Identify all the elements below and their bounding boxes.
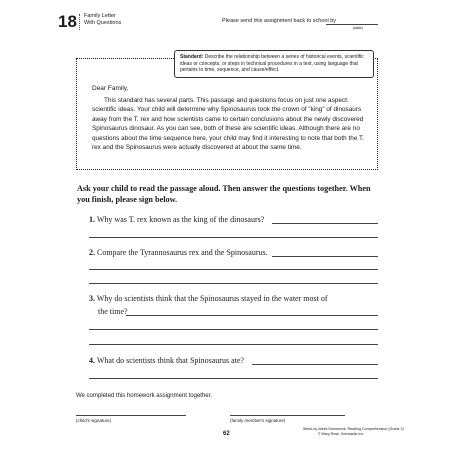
letter-greeting: Dear Family, bbox=[92, 85, 129, 92]
answer-line[interactable] bbox=[272, 256, 378, 257]
date-label: (date) bbox=[353, 26, 363, 30]
question-number: 2. bbox=[89, 248, 95, 257]
question-3 bbox=[89, 294, 328, 304]
child-signature-label: (child's signature) bbox=[76, 418, 112, 423]
page-number: 62 bbox=[223, 431, 230, 437]
lesson-title-line2: With Questions bbox=[84, 20, 122, 26]
question-1 bbox=[89, 215, 264, 225]
question-text: Compare the Tyrannosaurus rex and the Spinosaurus. bbox=[97, 248, 268, 257]
answer-line[interactable] bbox=[89, 378, 378, 379]
question-2 bbox=[89, 248, 268, 258]
question-text: Why was T. rex known as the king of the dinosaurs? bbox=[96, 215, 265, 224]
completion-statement: We completed this homework assignment together. bbox=[76, 393, 212, 399]
answer-line[interactable] bbox=[89, 344, 378, 345]
family-signature-label: (family member's signature) bbox=[230, 418, 286, 423]
question-3-continued: the time? bbox=[98, 307, 128, 316]
header-divider bbox=[79, 14, 81, 30]
answer-line[interactable] bbox=[89, 329, 378, 330]
date-field-line[interactable] bbox=[326, 24, 378, 25]
answer-line[interactable] bbox=[89, 283, 378, 284]
question-number: 3. bbox=[89, 294, 95, 303]
credit-line-2: © Mary Rose, Scholastic Inc. bbox=[318, 432, 365, 436]
question-number: 1. bbox=[89, 215, 95, 224]
lesson-title-line1: Family Letter bbox=[84, 13, 116, 19]
answer-line[interactable] bbox=[89, 237, 378, 238]
standard-box bbox=[174, 50, 374, 78]
standard-text: Describe the relationship between a series of historical events, scientific ideas or concepts, or steps in technical procedures in a text, using language that pertains to time, sequence, and cause/effect. bbox=[180, 54, 364, 74]
family-signature-line[interactable] bbox=[230, 415, 345, 416]
instructions: Ask your child to read the passage aloud. Then answer the questions together. When you finish, please sign below. bbox=[77, 184, 371, 204]
credit-line-1: Week-by-Week Homework: Reading Comprehension (Grade 3) bbox=[303, 427, 404, 431]
standard-label: Standard: bbox=[180, 54, 204, 60]
question-4 bbox=[89, 356, 244, 366]
send-back-instruction: Please send this assignment back to school by bbox=[222, 18, 337, 24]
answer-line[interactable] bbox=[89, 269, 378, 270]
child-signature-line[interactable] bbox=[76, 415, 186, 416]
lesson-number: 18 bbox=[58, 12, 77, 31]
answer-line[interactable] bbox=[126, 315, 378, 316]
answer-line[interactable] bbox=[252, 364, 378, 365]
question-number: 4. bbox=[89, 356, 95, 365]
answer-line[interactable] bbox=[272, 223, 378, 224]
letter-body: This standard has several parts. This passage and questions focus on just one aspect: scientific ideas. Your child will determine why Spinosaurus took the crown of "king" of dinosaurs away from the T. rex and how scientists came to certain conclusions about the newly discovered Spinosaurus dinosaur. As you can see, both of these are scientific ideas. Although there are no questions about the time sequence here, your child may find it interesting to note that both the T. rex and the Spinosaurus were actually discovered at about the same time. bbox=[92, 97, 365, 152]
question-text: Why do scientists think that the Spinosaurus stayed in the water most of bbox=[96, 294, 328, 303]
question-text: What do scientists think that Spinosaurus ate? bbox=[96, 356, 244, 365]
